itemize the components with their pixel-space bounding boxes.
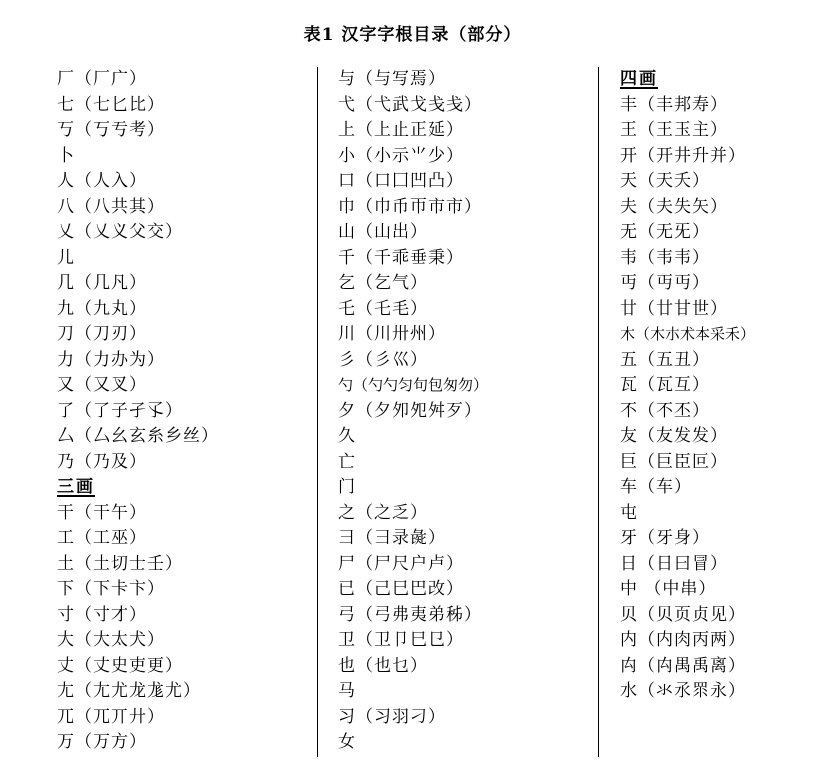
radical-entry: 禸（禸禺禹离） — [620, 655, 746, 676]
radical-entry: 千（千乖垂秉） — [338, 247, 464, 268]
radical-entry: 又（又叉） — [57, 375, 147, 395]
radical-entry: 丏（丏丏） — [620, 273, 710, 293]
stroke-count-heading: 四画 — [620, 69, 658, 89]
radical-entry: 门 — [338, 477, 356, 497]
radical-entry: 不（不丕） — [620, 400, 710, 421]
radical-entry: 中 （中串） — [620, 579, 717, 599]
column-divider — [317, 67, 318, 757]
radical-entry: 马 — [338, 681, 356, 701]
radical-entry: 寸（寸才） — [57, 604, 147, 625]
radical-entry: 彐（彐录彘） — [338, 528, 446, 548]
radical-entry: 水（氺氶眔永） — [620, 681, 746, 701]
radical-entry: 瓦（瓦互） — [620, 375, 710, 395]
radical-entry: 夫（夫失矢） — [620, 196, 728, 217]
radical-entry: 刀（刀刃） — [57, 324, 147, 344]
radical-entry: 日（日曰冒） — [620, 553, 728, 574]
radical-entry: 友（友发发） — [620, 426, 728, 446]
radical-entry: 天（天夭） — [620, 171, 710, 191]
radical-entry: 贝（贝页贞见） — [620, 604, 746, 625]
radical-entry: 万（万方） — [57, 732, 147, 752]
radical-entry: 土（土切士壬） — [57, 553, 183, 574]
radical-entry: 儿 — [57, 247, 75, 268]
radical-entry: 屯 — [620, 502, 638, 523]
radical-entry: 卫（卫卩巳㔾） — [338, 630, 464, 650]
radical-entry: 廿（廿甘世） — [620, 298, 728, 319]
radical-entry: 乂（乂义父交） — [57, 222, 183, 242]
radical-entry: 巾（巾币帀市市） — [338, 196, 482, 217]
radical-entry: 下（下卡卞） — [57, 579, 165, 599]
radical-column-3 — [620, 67, 820, 705]
radical-entry: 了（了子孑孓） — [57, 400, 183, 421]
radical-entry: 几（几凡） — [57, 273, 147, 293]
radical-entry: 乞（乞气） — [338, 273, 428, 293]
radical-entry: 开（开井升并） — [620, 145, 746, 166]
radical-entry: 八（八共其） — [57, 196, 165, 217]
radical-entry: 勺（勺勺匀句包匆勿） — [338, 376, 489, 394]
radical-entry: 工（工巫） — [57, 528, 147, 548]
column-divider — [598, 67, 599, 757]
radical-entry: 习（习羽刁） — [338, 706, 446, 727]
radical-entry: 木（木朩术本采禾） — [620, 325, 756, 343]
radical-entry: 与（与写焉） — [338, 69, 446, 89]
radical-entry: 也（也乜） — [338, 655, 428, 676]
radical-entry: 七（七匕比） — [57, 94, 165, 115]
radical-entry: 尸（尸尺户卢） — [338, 553, 464, 574]
radical-entry: 九（九丸） — [57, 298, 147, 319]
radical-entry: 内（内肉丙两） — [620, 630, 746, 650]
radical-entry: 丰（丰邦寿） — [620, 94, 728, 115]
radical-entry: 牙（牙身） — [620, 528, 710, 548]
radical-entry: 尢（尢尤龙尨尤） — [57, 681, 201, 701]
radical-entry: 王（王玉主） — [620, 120, 728, 140]
radical-entry: 五（五丑） — [620, 349, 710, 370]
radical-entry: 卜 — [57, 145, 75, 166]
radical-entry: 无（无旡） — [620, 222, 710, 242]
radical-entry: 厶（厶幺玄糸乡丝） — [57, 426, 219, 446]
radical-entry: 大（大太犬） — [57, 630, 165, 650]
radical-entry: 干（干午） — [57, 502, 147, 523]
radical-entry: 亡 — [338, 451, 356, 472]
stroke-count-heading: 三画 — [57, 477, 95, 497]
radical-entry: 女 — [338, 732, 356, 752]
radical-entry: 巨（巨臣叵） — [620, 451, 728, 472]
radical-entry: 车（车） — [620, 477, 692, 497]
radical-entry: 久 — [338, 426, 356, 446]
radical-entry: 弋（弋武戈戋戋） — [338, 94, 482, 115]
radical-entry: 山（山出） — [338, 222, 428, 242]
radical-entry: 乃（乃及） — [57, 451, 147, 472]
radical-entry: 韦（韦韦） — [620, 247, 710, 268]
table-title: 表1 汉字字根目录（部分） — [303, 25, 522, 45]
radical-entry: 人（人入） — [57, 171, 147, 191]
radical-entry: 乇（乇毛） — [338, 298, 428, 319]
radical-entry: 力（力办为） — [57, 349, 165, 370]
radical-entry: 弓（弓弗夷弟秭） — [338, 604, 482, 625]
radical-entry: 小（小示⺌少） — [338, 145, 464, 166]
radical-entry: 之（之乏） — [338, 502, 428, 523]
radical-entry: 上（上止正延） — [338, 120, 464, 140]
radical-entry: 兀（兀丌廾） — [57, 706, 165, 727]
radical-entry: 丈（丈史吏更） — [57, 655, 183, 676]
radical-entry: 丂（丂亐考） — [57, 120, 165, 140]
radical-entry: 已（己巳巴改） — [338, 579, 464, 599]
radical-entry: 口（口囗凹凸） — [338, 171, 464, 191]
radical-entry: 夕（夕夘夗舛歹） — [338, 400, 482, 421]
radical-column-1 — [57, 67, 307, 756]
radical-entry: 彡（彡巛） — [338, 349, 428, 370]
radical-entry: 厂（厂广） — [57, 69, 147, 89]
radical-column-2 — [338, 67, 593, 756]
radical-entry: 川（川卅州） — [338, 324, 446, 344]
